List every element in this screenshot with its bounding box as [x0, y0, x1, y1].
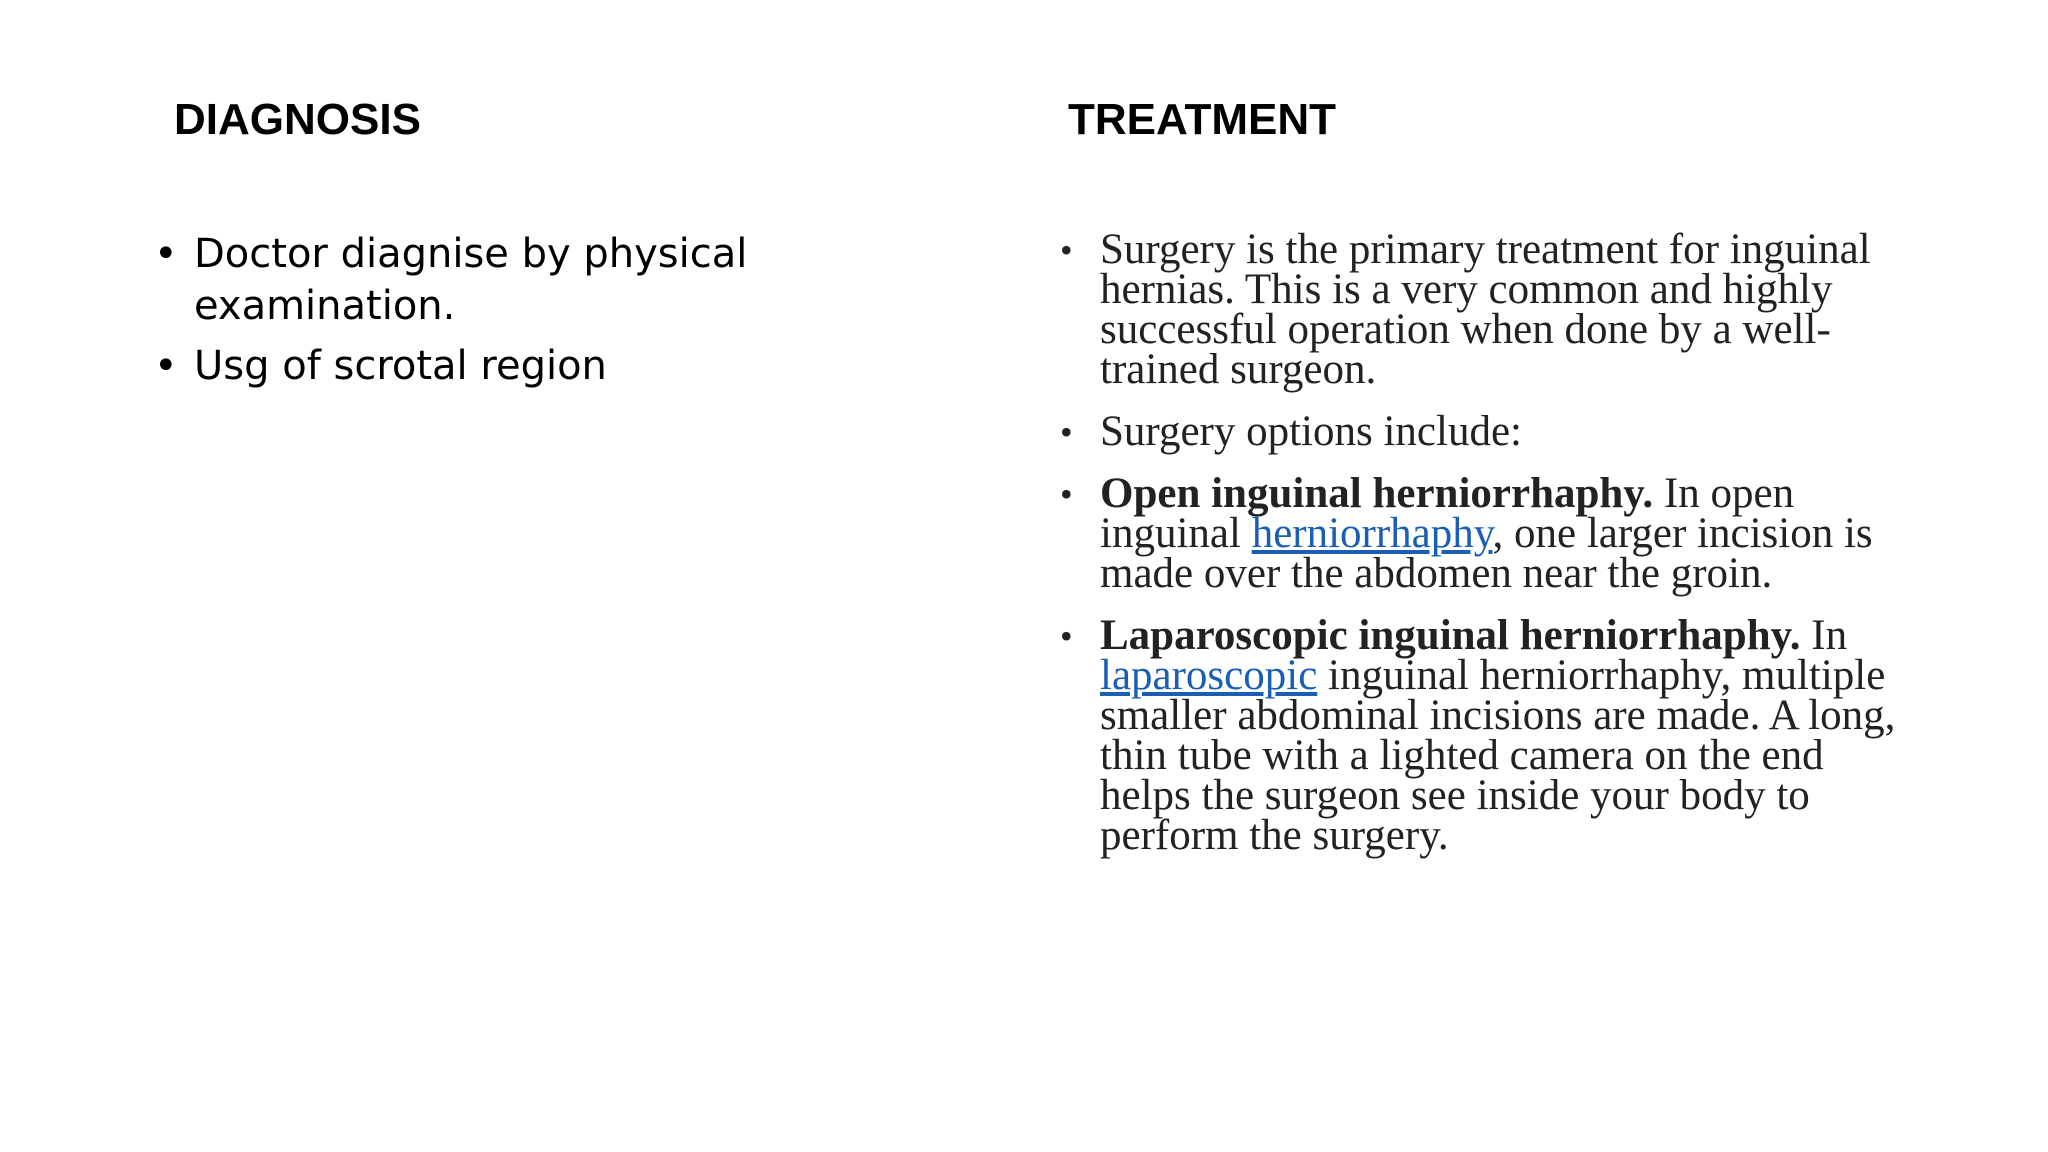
- treatment-item-text: Surgery is the primary treatment for inguinal hernias. This is a very common and highly successful operation when done by a well-trained surgeon.: [1100, 226, 1871, 393]
- treatment-list: [1060, 226, 1920, 878]
- open-text-post: , one larger incision is made over the abdomen near the groin.: [1100, 510, 1873, 597]
- lap-text-pre: In: [1800, 612, 1848, 659]
- list-item: [1060, 612, 1920, 859]
- bullet-icon: •: [154, 231, 178, 277]
- bullet-icon: •: [154, 343, 178, 389]
- open-text-pre: In open inguinal: [1100, 470, 1795, 557]
- diagnosis-item-text: Doctor diagnise by physical examination.: [194, 231, 748, 329]
- diagnosis-title: DIAGNOSIS: [174, 95, 421, 144]
- herniorrhaphy-link[interactable]: herniorrhaphy: [1251, 510, 1493, 557]
- bullet-icon: •: [1060, 412, 1073, 452]
- diagnosis-list: [154, 228, 1014, 400]
- bullet-icon: •: [1060, 474, 1073, 514]
- laparoscopic-link[interactable]: laparoscopic: [1100, 652, 1318, 699]
- bullet-icon: •: [1060, 616, 1073, 656]
- bullet-icon: •: [1060, 230, 1073, 270]
- list-item: [154, 228, 1014, 332]
- list-item: [154, 340, 1014, 392]
- list-item: [1060, 470, 1920, 597]
- lap-text-post: inguinal herniorrhaphy, multiple smaller abdominal incisions are made. A long, thin tube with a lighted camera on the end helps the surgeon see inside your body to perform the surgery.: [1100, 652, 1896, 859]
- open-herniorrhaphy-heading: Open inguinal herniorrhaphy.: [1100, 470, 1654, 517]
- diagnosis-item-text: Usg of scrotal region: [194, 343, 607, 389]
- laparoscopic-herniorrhaphy-heading: Laparoscopic inguinal herniorrhaphy.: [1100, 612, 1801, 659]
- treatment-item-text: Surgery options include:: [1100, 408, 1523, 455]
- treatment-title: TREATMENT: [1068, 95, 1337, 144]
- list-item: [1060, 226, 1920, 393]
- list-item: [1060, 408, 1920, 455]
